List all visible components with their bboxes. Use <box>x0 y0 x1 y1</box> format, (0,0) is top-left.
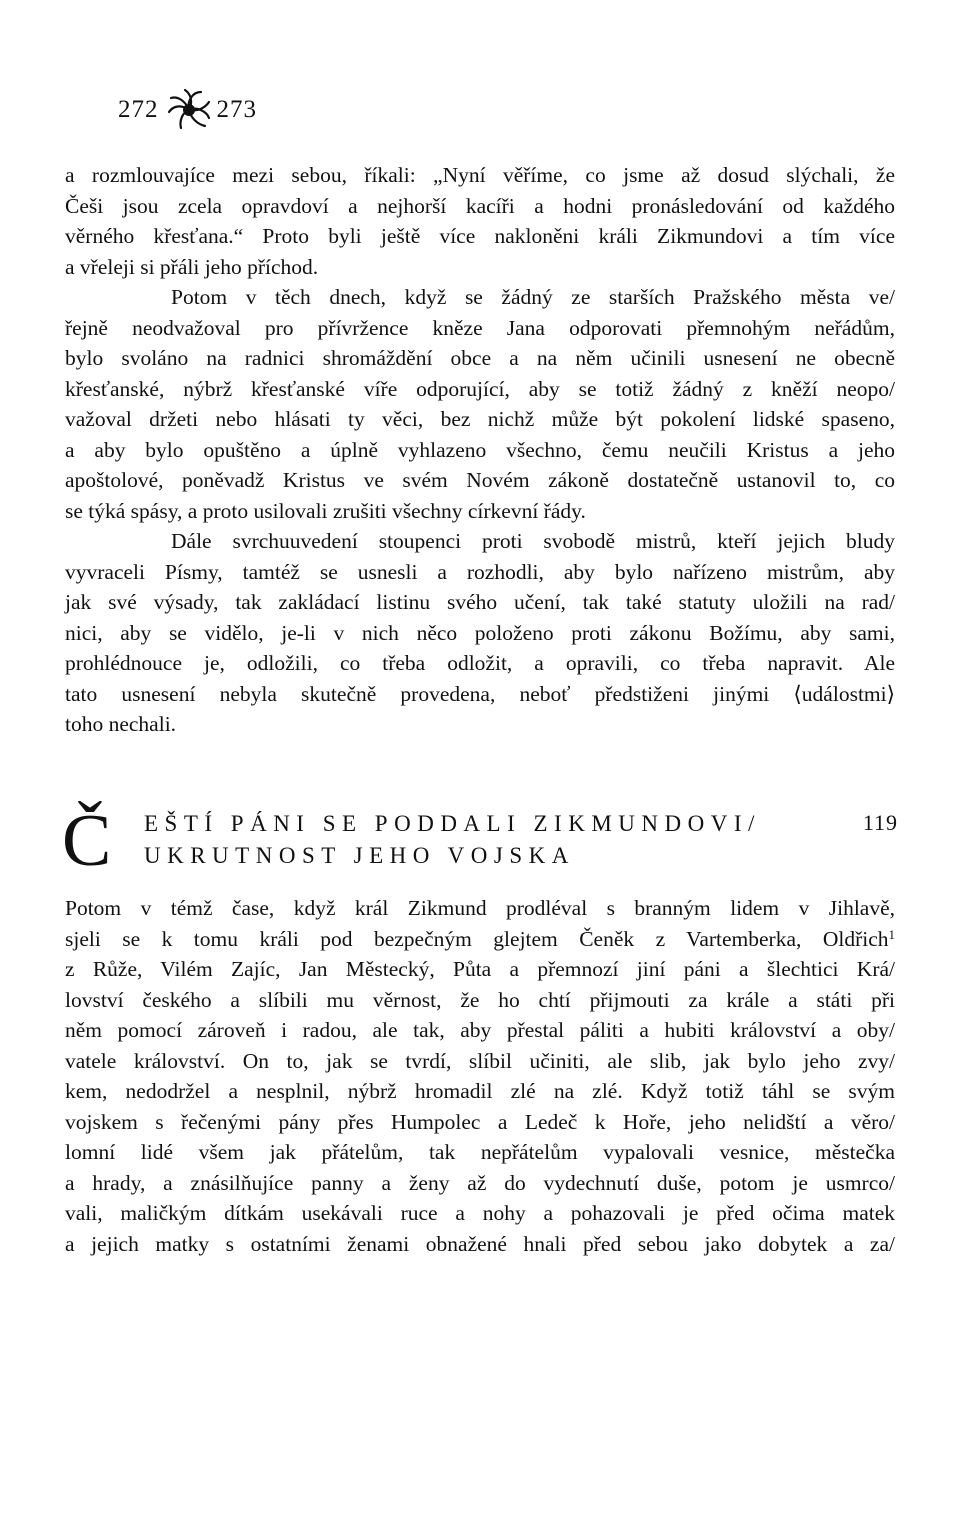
text-line: jak své výsady, tak zakládací listinu svého učení, tak také statuty uložili na rad/ <box>65 590 895 614</box>
text-line: a aby bylo opuštěno a úplně vyhlazeno všechno, čemu neučili Kristus a jeho <box>65 437 895 462</box>
text-line: vyvraceli Písmy, tamtéž se usnesli a rozhodli, aby bylo nařízeno mistrům, aby <box>65 559 895 584</box>
text-line <box>65 924 895 955</box>
text-line: věrného křesťana.“ Proto byli ještě více nakloněni králi Zikmundovi a tím více <box>65 224 895 248</box>
page-header <box>118 88 257 132</box>
text-line: Potom v těch dnech, když se žádný ze starších Pražského města ve/ <box>171 285 895 309</box>
text-line: lovství českého a slíbili mu věrnost, že ho chtí přijmouti za krále a státi při <box>65 987 895 1012</box>
text-line: prohlédnouce je, odložili, co třeba odložit, a opravili, co třeba napravit. Ale <box>65 651 895 675</box>
footnote-marker[interactable]: 1 <box>888 926 895 942</box>
page-number-right: 273 <box>216 96 257 123</box>
text-line: a jejich matky s ostatními ženami obnažené hnali před sebou jako dobytek a za/ <box>65 1231 895 1256</box>
text-line: vatele království. On to, jak se tvrdí, slíbil učiniti, ale slib, jak bylo jeho zvy/ <box>65 1048 895 1073</box>
chapter-number: 119 <box>862 810 898 835</box>
text-line: Potom v témž čase, když král Zikmund prodléval s branným lidem v Jihlavě, <box>65 896 895 920</box>
text-line: řejně neodvažoval pro přívržence kněze Jana odporovati přemnohým neřádům, <box>65 315 895 340</box>
text-line: z Růže, Vilém Zajíc, Jan Městecký, Půta a přemnozí jiní páni a šlechtici Krá/ <box>65 957 895 981</box>
page-number-left: 272 <box>118 96 159 123</box>
text-line: vojskem s řečenými pány přes Humpolec a Ledeč k Hoře, jeho nelidští a věro/ <box>65 1109 895 1134</box>
chapter-title-line: UKRUTNOST JEHO VOJSKA <box>144 843 575 868</box>
chapter-heading <box>62 800 904 880</box>
chapter-title <box>144 808 761 872</box>
chapter-title-line: EŠTÍ PÁNI SE PODDALI ZIKMUNDOVI/ <box>144 811 761 836</box>
text-line: apoštolové, poněvadž Kristus ve svém Novém zákoně dostatečně ustanovil to, co <box>65 468 895 492</box>
text-line: važoval držeti nebo hlásati ty věci, bez nichž může být pokolení lidské spaseno, <box>65 407 895 431</box>
text-block-chapter <box>65 893 895 1259</box>
text-line: lomní lidé všem jak přátelům, tak nepřátelům vypalovali vesnice, městečka <box>65 1140 895 1164</box>
sun-ornament-icon <box>167 88 211 132</box>
text-line: křesťanské, nýbrž křesťanské víře odporující, aby se totiž žádný z kněží neopo/ <box>65 376 895 401</box>
text-line: se týká spásy, a proto usilovali zrušiti všechny církevní řády. <box>65 498 586 523</box>
text-line: Dále svrchuuvedení stoupenci proti svobodě mistrů, kteří jejich bludy <box>171 529 895 553</box>
text-block-continued <box>65 160 895 740</box>
text-line: tato usnesení nebyla skutečně provedena, neboť předstiženi jinými ⟨událostmi⟩ <box>65 681 895 706</box>
drop-cap: Č <box>62 800 112 882</box>
text-line-part: sjeli se k tomu králi pod bezpečným glejtem Čeněk z Vartemberka, Oldřich <box>65 926 889 951</box>
text-line: Češi jsou zcela opravdoví a nejhorší kacíři a hodni pronásledování od každého <box>65 193 895 218</box>
text-line: něm pomocí zároveň i radou, ale tak, aby přestal páliti a hubiti království a oby/ <box>65 1018 895 1042</box>
text-line: kem, nedodržel a nesplnil, nýbrž hromadil zlé na zlé. Když totiž táhl se svým <box>65 1079 895 1103</box>
text-line: vali, maličkým dítkám usekávali ruce a nohy a pohazovali je před očima matek <box>65 1201 895 1225</box>
text-line: bylo svoláno na radnici shromáždění obce a na něm učinili usnesení ne obecně <box>65 346 895 370</box>
text-line: a rozmlouvajíce mezi sebou, říkali: „Nyní věříme, co jsme až dosud slýchali, že <box>65 163 895 187</box>
text-line: a hrady, a znásilňujíce panny a ženy až do vydechnutí duše, potom je usmrco/ <box>65 1170 895 1195</box>
text-line: a vřeleji si přáli jeho příchod. <box>65 254 319 279</box>
text-line: toho nechali. <box>65 712 177 736</box>
text-line: nici, aby se vidělo, je-li v nich něco položeno proti zákonu Božímu, aby sami, <box>65 620 895 645</box>
